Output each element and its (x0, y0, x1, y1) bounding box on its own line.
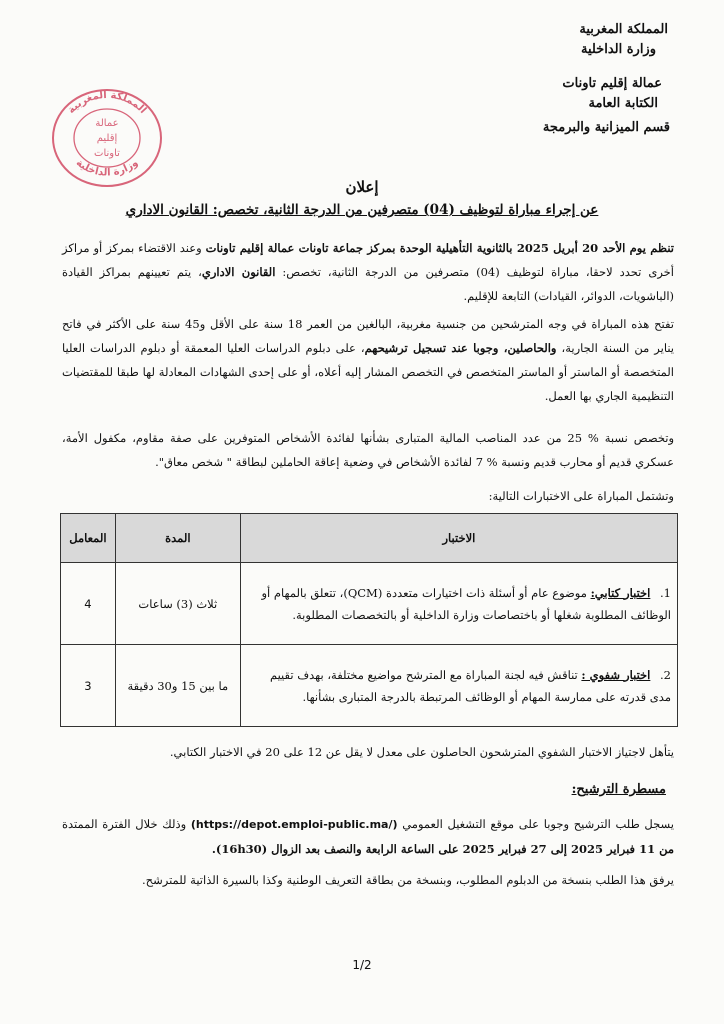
procedure-paragraph (62, 812, 674, 861)
conditions-text-2: ، على دبلوم الدراسات العليا المعمقة أو دبلوم الدراسات العليا المتخصصة أو الماستر أو الماستر المتخصص في التخصص المشار إليه أعلاه، أو على إحدى الشهادات المعادلة لها طبقا للمقتضيات التنظيمية الجاري بها العمل. (62, 341, 674, 403)
procedure-text-1: يسجل طلب الترشيح وجوبا على موقع التشغيل العمومي (397, 817, 675, 831)
conditions-text-1: تفتح هذه المباراة في وجه المترشحين من جنسية مغربية، البالغين من العمر 18 سنة على الأقل و45 سنة على الأكثر في فاتح يناير من السنة الجارية، (62, 317, 675, 355)
test-cell-oral (240, 645, 677, 727)
svg-text:وزارة الداخلية (74, 157, 141, 178)
procedure-title: مسطرة الترشيح: (571, 782, 666, 797)
intro-specialty: القانون الاداري (201, 265, 276, 279)
header-line-ministry: وزارة الداخلية (580, 42, 656, 57)
intro-paragraph (62, 236, 674, 308)
stamp-inner-line-1: عمالة (95, 118, 119, 129)
header-line-secretariat: الكتابة العامة (588, 96, 658, 111)
stamp-bottom-text: وزارة الداخلية (73, 157, 141, 179)
quota-paragraph: وتخصص نسبة % 25 من عدد المناصب المالية المتبارى بشأنها لفائدة الأشخاص المتوفرين على صفة مقاوم، مكفول الأمة، عسكري قديم أو محارب قديم ونسبة % 7 لفائدة الأشخاص في وضعية إعاقة الحاملين لبطاقة " شخص معاق". (62, 431, 674, 469)
header-test: الاختبار (240, 514, 677, 563)
test-label-written: اختبار كتابي: (590, 585, 651, 600)
conditions-bold: والحاصلين، وجوبا عند تسجيل ترشيحهم (364, 341, 557, 355)
test-label-oral: اختبار شفوي : (581, 667, 651, 682)
table-header-row (61, 514, 678, 563)
intro-text: وعند الاقتضاء بمركز أو مراكز أخرى تحدد لاحقا، مباراة لتوظيف (04) متصرفين من الدرجة الثانية، تخصص: (62, 241, 674, 279)
official-stamp (48, 84, 166, 188)
stamp-inner-line-2: إقليم (96, 133, 118, 144)
header-duration: المدة (115, 514, 240, 563)
stamp-inner-line-3: تاونات (94, 148, 120, 159)
row-number: 1. (660, 585, 671, 600)
header-line-kingdom: المملكة المغربية (579, 22, 668, 37)
coef-written: 4 (61, 563, 116, 645)
header-coef: المعامل (61, 514, 116, 563)
table-row (61, 645, 678, 727)
test-cell-written (240, 563, 677, 645)
tests-table (60, 513, 678, 727)
procedure-text-2: وذلك خلال الفترة الممتدة (62, 817, 191, 831)
conditions-paragraph (62, 312, 674, 408)
table-row (61, 563, 678, 645)
attachments-text: يرفق هذا الطلب بنسخة من الدبلوم المطلوب، وبنسخة من بطاقة التعريف الوطنية وكذا بالسيرة الذاتية للمترشح. (142, 873, 674, 887)
announcement-subtitle: عن إجراء مباراة لتوظيف (04) متصرفين من الدرجة الثانية، تخصص: القانون الاداري (125, 202, 599, 218)
procedure-url-link[interactable]: (https://depot.emploi-public.ma/) (190, 818, 398, 831)
svg-text:المملكة المغربية (66, 90, 148, 116)
row-number: 2. (660, 667, 671, 682)
announcement-title: إعلان (345, 178, 379, 196)
header-block (448, 20, 668, 138)
header-line-division: قسم الميزانية والبرمجة (542, 120, 670, 135)
header-line-province: عمالة إقليم تاونات (562, 76, 662, 91)
eligibility-text: يتأهل لاجتياز الاختبار الشفوي المترشحون الحاصلون على معدل لا يقل عن 12 على 20 في الاختبار الكتابي. (169, 745, 674, 759)
page-number: 1/2 (352, 958, 372, 972)
test-desc-oral: تناقش فيه لجنة المباراة مع المترشح مواضيع مختلفة، بهدف تقييم مدى قدرته على ممارسة المهام أو الوظائف المرتبطة بالدرجة المتبارى بشأنها. (269, 667, 671, 704)
duration-oral: ما بين 15 و30 دقيقة (115, 645, 240, 727)
procedure-period: من 11 فبراير 2025 إلى 27 فبراير 2025 على الساعة الرابعة والنصف بعد الزوال (16h30). (211, 842, 674, 856)
duration-written: ثلاث (3) ساعات (115, 563, 240, 645)
coef-oral: 3 (61, 645, 116, 727)
intro-text-end: ، يتم تعيينهم بمراكز القيادة (الباشويات، الدوائر، القيادات) التابعة للإقليم. (62, 265, 674, 303)
stamp-outer-text: المملكة المغربية (65, 89, 149, 117)
intro-date-location: تنظم يوم الأحد 20 أبريل 2025 بالثانوية التأهيلية الوحدة بمركز جماعة تاونات عمالة إقليم تاونات (205, 241, 674, 255)
tests-intro: وتشتمل المباراة على الاختبارات التالية: (488, 489, 674, 503)
test-desc-written: موضوع عام أو أسئلة ذات اختيارات متعددة (QCM)، تتعلق بالمهام أو الوظائف المطلوبة شغلها أو باختصاصات وزارة الداخلية أو بالتخصصات المطلوبة. (261, 585, 671, 622)
